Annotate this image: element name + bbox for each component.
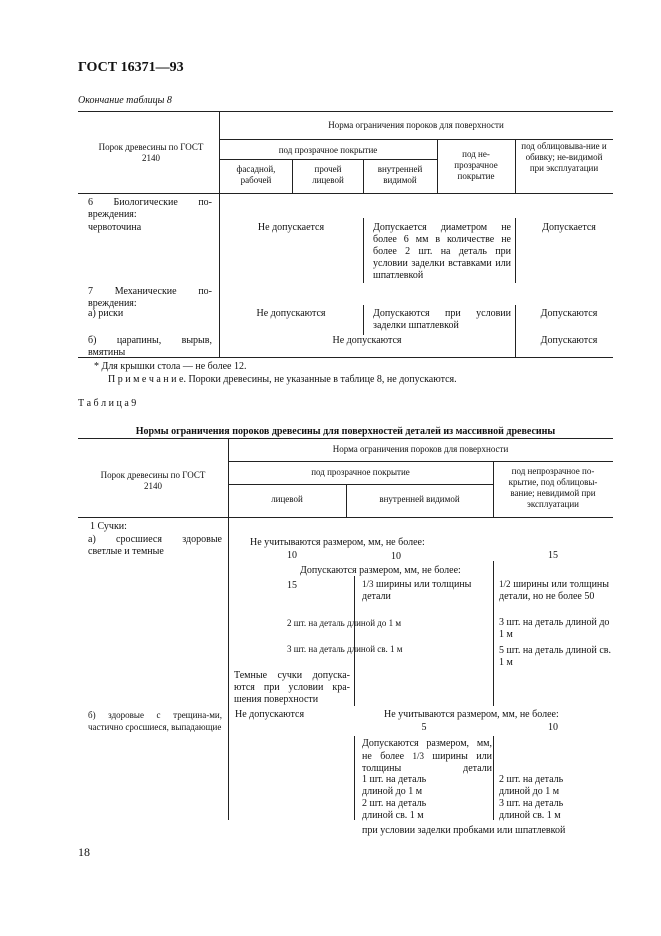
t8-col-facade: фасадной, рабочей [236, 164, 276, 185]
t9-col-transparent: под прозрачное покрытие [311, 467, 410, 477]
t8-row6-cladding: Допускается [542, 222, 596, 233]
t8-row7-title: 7 Механические по-вреждения: [88, 286, 212, 309]
t9-row1b-allowed-b: ширины или толщины детали [362, 751, 492, 774]
t8-row7a-item: а) риски [88, 308, 124, 319]
t8-row6-title: 6 Биологические по-вреждения: [88, 197, 212, 220]
t9-row1a-opaque-text: ширины или толщины детали, но не более 50 [499, 579, 610, 602]
t9-row1a-v2: 10 [391, 551, 401, 562]
t9-row1a-dark: Темные сучки допуска-ются при условии кра-шения поверхности [234, 670, 350, 705]
t9-row1b-inner-c1: 1 шт. на деталь длиной до 1 м [362, 774, 427, 797]
t8-row7b-item: б) царапины, вырыв, вмятины [88, 335, 212, 358]
t9-col-defect: Порок древесины по ГОСТ 2140 [100, 470, 206, 491]
t8-col-defect: Порок древесины по ГОСТ 2140 [98, 142, 204, 163]
t8-col-norm: Норма ограничения пороков для поверхности [328, 120, 504, 130]
t9-row1-title: 1 Сучки: [90, 521, 127, 532]
t9-row1a-count2: 3 шт. на деталь длиной св. 1 м [287, 644, 403, 654]
t8-note [108, 374, 457, 386]
t9-row1a-notcount: Не учитываются размером, мм, не более: [250, 537, 425, 548]
t9-row1a-allowed: Допускаются размером, мм, не более: [300, 565, 461, 576]
t9-col-norm: Норма ограничения пороков для поверхности [332, 444, 509, 454]
doc-code: ГОСТ 16371—93 [78, 60, 184, 75]
t9-row1b-condition: при условии заделки пробками или шпатлевкой [362, 825, 566, 836]
t8-col-transparent: под прозрачное покрытие [278, 145, 378, 155]
t8-row6-inner: Допускается диаметром не более 6 мм в количестве не более 2 шт. на деталь при условии заделки вставками или шпатлевкой [373, 222, 511, 281]
t8-note-text: Пороки древесины, не указанные в таблице 8, не допускаются. [188, 374, 457, 385]
t8-row7b-span: Не допускаются [332, 335, 402, 346]
t9-row1a-inner-frac: 1/3 [362, 579, 374, 589]
t9-row1a-v1: 10 [287, 550, 297, 561]
t8-row7a-inner: Допускаются при условии заделки шпатлевкой [373, 308, 511, 331]
t8-row6-item: червоточина [88, 222, 142, 233]
t9-row1a-count1: 2 шт. на деталь длиной до 1 м [287, 618, 402, 628]
t8-footnote: * Для крышки стола — не более 12. [94, 361, 247, 372]
t9-row1a-inner-size [362, 578, 492, 603]
t9-row1a-opaque-frac: 1/2 [499, 579, 511, 589]
t9-row1b-v2: 10 [548, 722, 558, 733]
t9-row1a-v3: 15 [548, 550, 558, 561]
t9-row1a-opaque-count2: 5 шт. на деталь длиной св. 1 м [499, 645, 611, 668]
t9-row1b-face: Не допускаются [235, 709, 305, 720]
t9-row1b-allowed-a: Допускаются размером, мм, не более [362, 738, 492, 762]
t9-row1a-inner-text: ширины или толщины детали [362, 579, 472, 602]
t9-row1b-allowed-frac: 1/3 [412, 751, 424, 761]
t8-row7a-cladding: Допускаются [540, 308, 598, 319]
t9-row1b-opaque-c1: 2 шт. на деталь длиной до 1 м [499, 774, 564, 797]
t9-row1b-item: б) здоровые с трещина-ми, частично сросшиеся, выпадающие [88, 710, 222, 732]
t9-row1b-notcount: Не учитываются размером, мм, не более: [384, 709, 559, 720]
page-number: 18 [78, 845, 90, 859]
table9-title: Нормы ограничения пороков древесины для поверхностей деталей из массивной древесины [135, 426, 556, 437]
t9-row1b-inner-c2: 2 шт. на деталь длиной св. 1 м [362, 798, 427, 821]
t9-row1a-face-size: 15 [287, 580, 297, 591]
t9-col-face: лицевой [271, 494, 303, 504]
table9-label: Т а б л и ц а 9 [78, 398, 137, 409]
table8-caption: Окончание таблицы 8 [78, 95, 172, 106]
t8-col-other-face: прочей лицевой [312, 164, 344, 185]
t8-col-cladding: под облицовыва-ние и обивку; не-видимой при эксплуатации [521, 141, 607, 173]
t8-row6-facade: Не допускается [257, 222, 325, 233]
t8-col-opaque: под не-прозрачное покрытие [454, 149, 498, 181]
t8-row7a-facade: Не допускаются [256, 308, 326, 319]
t9-col-inner: внутренней видимой [379, 494, 460, 504]
t8-col-inner: внутренней видимой [377, 164, 423, 185]
t9-row1b-inner-allowed [362, 738, 492, 775]
t9-col-opaque: под непрозрачное по-крытие, под облицовы-вание; невидимой при эксплуатации [508, 466, 598, 509]
t8-row7b-cladding: Допускаются [540, 335, 598, 346]
t8-note-label: П р и м е ч а н и е. [108, 374, 186, 385]
t9-row1b-opaque-c2: 3 шт. на деталь длиной св. 1 м [499, 798, 564, 821]
t9-row1a-opaque-count1: 3 шт. на деталь длиной до 1 м [499, 617, 610, 640]
t9-row1b-v1: 5 [421, 722, 427, 733]
t9-row1a-opaque-size [499, 578, 609, 603]
t9-row1a-item: а) сросшиеся здоровые светлые и темные [88, 534, 222, 557]
